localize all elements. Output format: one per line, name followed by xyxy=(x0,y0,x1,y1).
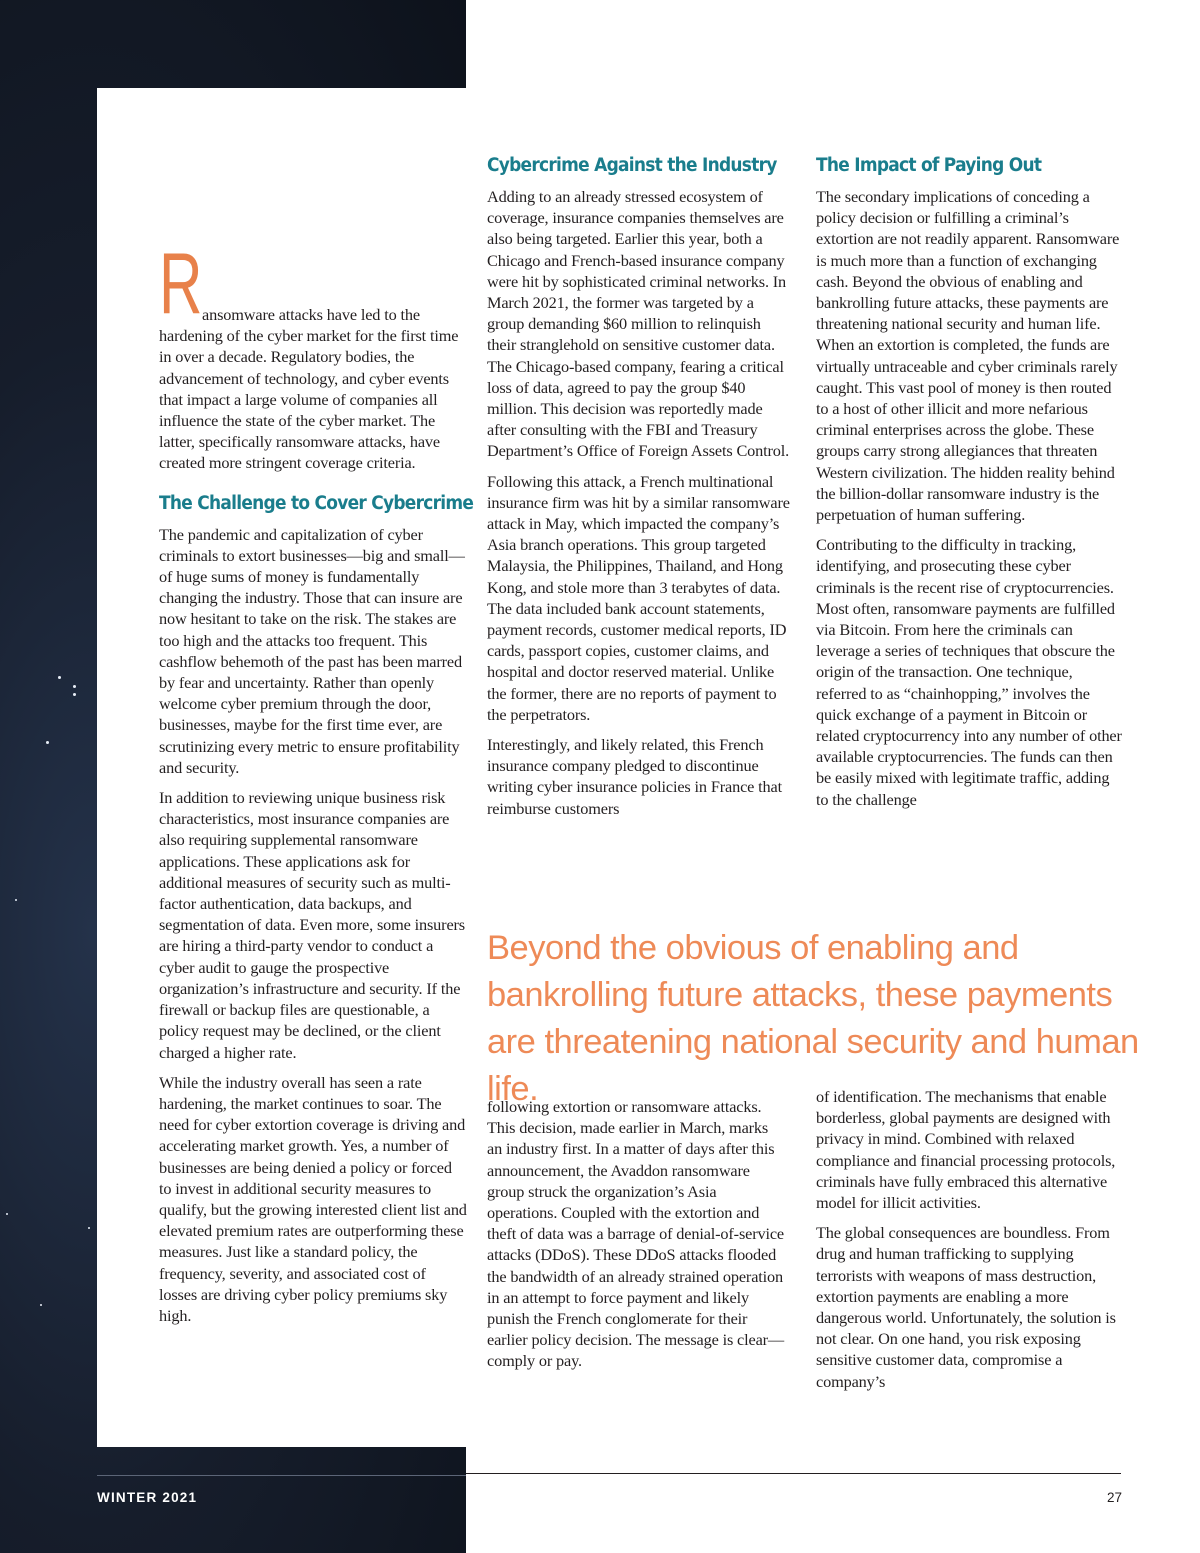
challenge-paragraph: While the industry overall has seen a rate hardening, the market continues to soar. The need for cyber extortion coverage is driving and accelerating market growth. Yes, a number of businesses are being denied a policy or forced to invest in additional security measures to qualify, but the growing interested client list and elevated premium rates are outperforming these measures. Just like a standard policy, the frequency, severity, and associated cost of losses are driving cyber policy premiums sky high. xyxy=(159,1072,467,1325)
issue-label: WINTER 2021 xyxy=(97,1490,198,1505)
column-left xyxy=(159,304,474,1335)
heading-impact: The Impact of Paying Out xyxy=(816,155,1042,176)
intro-rest: hardening of the cyber market for the first time in over a decade. Regulatory bodies, the advancement of technology, and cyber events that impact a large volume of companies all influence the state of the cyber market. The latter, specifically ransomware attacks, have created more stringent coverage criteria. xyxy=(159,326,459,473)
star xyxy=(73,685,76,688)
impact-continuation: The global consequences are boundless. From drug and human trafficking to supplying terrorists with weapons of mass destruction, extortion payments are enabling a more dangerous world. Unfortunately, the solution is not clear. On one hand, you risk exposing sensitive customer data, compromise a company’s xyxy=(816,1223,1116,1391)
industry-paragraph: Adding to an already stressed ecosystem of coverage, insurance companies themselves are also being targeted. Earlier this year, both a Chicago and French-based insurance company were hit by sophisticated criminal networks. In March 2021, the former was targeted by a group demanding $60 million to relinquish their stranglehold on sensitive customer data. The Chicago-based company, fearing a critical loss of data, agreed to pay the group $40 million. This decision was reportedly made after consulting with the FBI and Treasury Department’s Office of Foreign Assets Control. xyxy=(487,187,790,461)
industry-paragraph: Following this attack, a French multinational insurance firm was hit by a similar ransomware attack in May, which impacted the company’s Asia branch operations. This group targeted Malaysia, the Philippines, Thailand, and Hong Kong, and stole more than 3 terabytes of data. The data included bank account statements, payment records, customer medical reports, ID cards, passport copies, customer claims, and hospital and doctor reserved material. Unlike the former, there are no reports of payment to the perpetrators. xyxy=(487,471,790,724)
challenge-paragraph: The pandemic and capitalization of cyber criminals to extort businesses—big and small—of huge sums of money is fundamentally changing the industry. Those that can insure are now hesitant to take on the risk. The stakes are too high and the attacks too frequent. This cashflow behemoth of the past has been marred by fear and uncertainty. Rather than openly welcome cyber premium through the door, businesses, maybe for the first time ever, are scrutinizing every metric to ensure profitability and security. xyxy=(159,524,465,777)
impact-paragraph: The secondary implications of conceding a policy decision or fulfilling a criminal’s extortion are not readily apparent. Ransomware is much more than a function of exchanging cash. Beyond the obvious of enabling and bankrolling future attacks, these payments are threatening national security and human life. When an extortion is completed, the funds are virtually untraceable and cyber criminals rarely caught. This vast pool of money is then routed to a host of other illicit and more nefarious criminal enterprises across the globe. These groups carry strong allegiances that threaten Western civilization. The hidden reality behind the billion-dollar ransomware industry is the perpetuation of human suffering. xyxy=(816,187,1120,525)
drop-cap-letter: R xyxy=(159,236,203,332)
column-middle-top xyxy=(487,154,792,828)
impact-continuation: of identification. The mechanisms that enable borderless, global payments are designed with privacy in mind. Combined with relaxed compliance and financial processing protocols, criminals have fully embraced this alternative model for illicit activities. xyxy=(816,1087,1116,1213)
column-right-top xyxy=(816,154,1122,819)
challenge-paragraph: In addition to reviewing unique business risk characteristics, most insurance companies are also requiring supplemental ransomware applications. These applications ask for additional measures of security such as multi-factor authentication, data backups, and segmentation of data. Even more, some insurers are hiring a third-party vendor to conduct a cyber audit to gauge the prospective organization’s infrastructure and security. If the firewall or backup files are questionable, a policy request may be declined, or the client charged a higher rate. xyxy=(159,788,465,1062)
star xyxy=(88,1227,90,1229)
page-number: 27 xyxy=(1106,1490,1122,1505)
star xyxy=(46,741,49,744)
industry-continuation: following extortion or ransomware attacks. This decision, made earlier in March, marks an industry first. In a matter of days after this announcement, the Avaddon ransomware group struck the organization’s Asia operations. Coupled with the extortion and theft of data was a barrage of denial-of-service attacks (DDoS). These DDoS attacks flooded the bandwidth of an already strained operation in an attempt to force payment and likely punish the French conglomerate for their earlier policy decision. The message is clear—comply or pay. xyxy=(487,1097,785,1371)
heading-challenge: The Challenge to Cover Cybercrime xyxy=(159,492,474,514)
impact-paragraph: Contributing to the difficulty in tracking, identifying, and prosecuting these cyber criminals is the recent rise of cryptocurrencies. Most often, ransomware payments are fulfilled via Bitcoin. From here the criminals can leverage a series of techniques that obscure the origin of the transaction. One technique, referred to as “chainhopping,” involves the quick exchange of a payment in Bitcoin or related cryptocurrency into any number of other available cryptocurrencies. The funds can then be easily mixed with legitimate traffic, adding to the challenge xyxy=(816,535,1122,809)
industry-paragraph: Interestingly, and likely related, this French insurance company pledged to discontinue writing cyber insurance policies in France that reimburse customers xyxy=(487,735,782,818)
star xyxy=(40,1304,42,1306)
star xyxy=(6,1213,8,1215)
footer-rule xyxy=(97,1475,466,1476)
intro-paragraph xyxy=(159,304,467,474)
star xyxy=(15,899,17,901)
column-middle-bottom xyxy=(487,1096,787,1381)
star xyxy=(58,676,61,679)
footer-rule xyxy=(466,1473,1121,1474)
pull-quote: Beyond the obvious of enabling and bankrolling future attacks, these payments are threatening national security and human life. xyxy=(487,929,1139,1108)
column-right-bottom xyxy=(816,1086,1122,1401)
heading-industry: Cybercrime Against the Industry xyxy=(487,155,777,176)
star xyxy=(73,693,76,696)
intro-first-line: ansomware attacks have led to the xyxy=(202,305,420,324)
